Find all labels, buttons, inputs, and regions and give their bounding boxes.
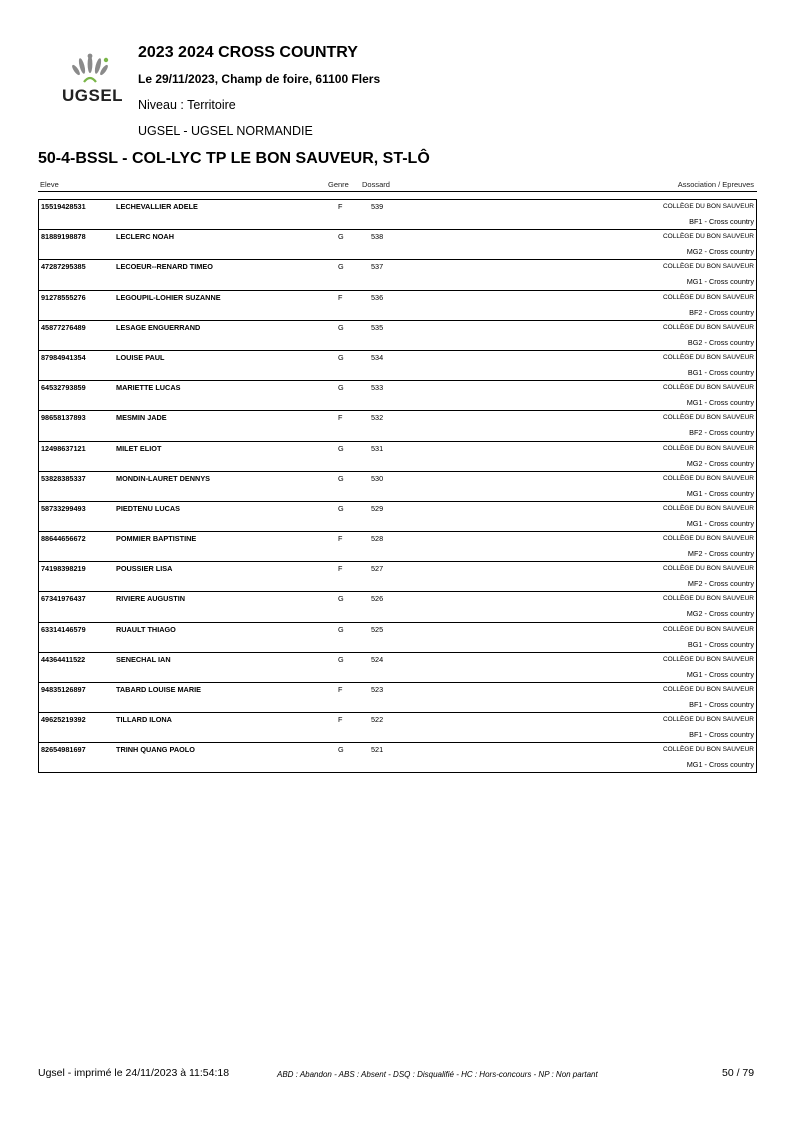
student-association: COLLÈGE DU BON SAUVEUR [662, 444, 754, 452]
student-name: LECLERC NOAH [116, 232, 174, 242]
table-row [39, 199, 756, 229]
student-association: COLLÈGE DU BON SAUVEUR [662, 595, 754, 603]
student-name: LOUISE PAUL [116, 352, 165, 362]
column-header-dossard: Dossard [362, 180, 390, 189]
student-association: COLLÈGE DU BON SAUVEUR [662, 353, 754, 361]
student-name: RUAULT THIAGO [116, 624, 176, 634]
student-name: TRINH QUANG PAOLO [116, 745, 195, 755]
table-row [39, 320, 756, 350]
student-epreuve: MG2 - Cross country [686, 247, 754, 257]
student-genre: G [338, 262, 344, 272]
table-row [39, 622, 756, 652]
student-name: SENECHAL IAN [116, 654, 171, 664]
table-row [39, 652, 756, 682]
table-row [39, 380, 756, 410]
student-dossard: 535 [371, 322, 384, 332]
student-genre: G [338, 745, 344, 755]
student-genre: G [338, 322, 344, 332]
student-name: MESMIN JADE [116, 413, 167, 423]
student-name: POUSSIER LISA [116, 564, 173, 574]
student-epreuve: MG1 - Cross country [686, 488, 754, 498]
student-epreuve: MF2 - Cross country [687, 579, 754, 589]
student-genre: F [338, 202, 343, 211]
student-name: LECHEVALLIER ADELE [116, 202, 198, 211]
student-id: 44364411522 [41, 654, 86, 664]
student-id: 81889198878 [41, 232, 86, 242]
student-genre: F [338, 685, 343, 694]
student-name: MILET ELIOT [116, 443, 162, 453]
student-name: PIEDTENU LUCAS [116, 503, 181, 513]
student-id: 82654981697 [41, 745, 86, 755]
table-row [39, 410, 756, 440]
event-date-place: Le 29/11/2023, Champ de foire, 61100 Flers [138, 72, 381, 86]
student-epreuve: BF2 - Cross country [689, 428, 754, 438]
table-row [39, 742, 756, 772]
student-id: 45877276489 [41, 322, 86, 332]
student-id: 74198398219 [41, 564, 86, 574]
student-dossard: 534 [371, 352, 384, 362]
student-epreuve: BF1 - Cross country [689, 700, 754, 709]
student-association: COLLÈGE DU BON SAUVEUR [662, 565, 754, 573]
table-row [39, 471, 756, 501]
student-id: 53828385337 [41, 473, 86, 483]
student-genre: G [338, 473, 344, 483]
student-epreuve: BG1 - Cross country [687, 367, 754, 377]
student-epreuve: BF1 - Cross country [689, 217, 754, 226]
table-row [39, 350, 756, 380]
student-id: 63314146579 [41, 624, 86, 634]
student-dossard: 536 [371, 292, 384, 302]
student-genre: G [338, 654, 344, 664]
student-name: LESAGE ENGUERRAND [116, 322, 201, 332]
page-number: 50 / 79 [722, 1067, 755, 1079]
student-epreuve: MG2 - Cross country [686, 609, 754, 619]
column-header-genre: Genre [328, 180, 349, 189]
student-dossard: 533 [371, 383, 384, 393]
student-genre: F [338, 292, 343, 302]
student-epreuve: MF2 - Cross country [687, 549, 754, 559]
table-row [39, 591, 756, 621]
student-association: COLLÈGE DU BON SAUVEUR [662, 655, 754, 663]
student-association: COLLÈGE DU BON SAUVEUR [662, 535, 754, 543]
column-header-association: Association / Epreuves [677, 180, 754, 189]
student-genre: G [338, 624, 344, 634]
student-id: 49625219392 [41, 715, 86, 725]
student-dossard: 537 [371, 262, 384, 272]
student-name: RIVIERE AUGUSTIN [116, 594, 186, 604]
student-dossard: 528 [371, 534, 384, 544]
student-dossard: 526 [371, 594, 384, 604]
student-epreuve: MG1 - Cross country [686, 277, 754, 287]
student-dossard: 521 [371, 745, 384, 755]
student-association: COLLÈGE DU BON SAUVEUR [662, 263, 754, 271]
student-dossard: 522 [371, 715, 384, 725]
table-row [39, 501, 756, 531]
results-table [38, 199, 757, 773]
student-id: 67341976437 [41, 594, 86, 604]
student-association: COLLÈGE DU BON SAUVEUR [662, 203, 754, 210]
student-dossard: 523 [371, 685, 384, 694]
student-name: POMMIER BAPTISTINE [116, 534, 197, 544]
event-title: 2023 2024 CROSS COUNTRY [138, 44, 358, 61]
student-dossard: 539 [371, 202, 384, 211]
student-epreuve: MG1 - Cross country [686, 669, 754, 679]
table-row [39, 531, 756, 561]
school-heading: 50-4-BSSL - COL-LYC TP LE BON SAUVEUR, ST-LÔ [38, 150, 430, 167]
student-dossard: 531 [371, 443, 384, 453]
student-association: COLLÈGE DU BON SAUVEUR [662, 686, 754, 693]
table-row [39, 441, 756, 471]
table-row [39, 259, 756, 289]
table-row [39, 229, 756, 259]
student-epreuve: BG1 - Cross country [687, 639, 754, 649]
event-level: Niveau : Territoire [138, 98, 236, 112]
column-header-eleve: Eleve [40, 180, 59, 189]
student-id: 98658137893 [41, 413, 86, 423]
student-name: TABARD LOUISE MARIE [116, 685, 201, 694]
student-id: 15519428531 [41, 202, 86, 211]
student-association: COLLÈGE DU BON SAUVEUR [662, 293, 754, 301]
student-association: COLLÈGE DU BON SAUVEUR [662, 746, 754, 754]
student-id: 64532793859 [41, 383, 86, 393]
student-epreuve: BF2 - Cross country [689, 307, 754, 317]
student-dossard: 524 [371, 654, 384, 664]
student-id: 12498637121 [41, 443, 86, 453]
student-name: LECOEUR--RENARD TIMEO [116, 262, 213, 272]
table-row [39, 682, 756, 712]
student-dossard: 538 [371, 232, 384, 242]
student-id: 47287295385 [41, 262, 86, 272]
print-timestamp: Ugsel - imprimé le 24/11/2023 à 11:54:18 [38, 1067, 230, 1079]
student-epreuve: MG1 - Cross country [686, 398, 754, 408]
student-genre: F [338, 413, 343, 423]
student-dossard: 527 [371, 564, 384, 574]
student-id: 94835126897 [41, 685, 86, 694]
student-genre: F [338, 715, 343, 725]
student-association: COLLÈGE DU BON SAUVEUR [662, 414, 754, 422]
student-id: 88644656672 [41, 534, 86, 544]
table-row [39, 712, 756, 742]
event-organization: UGSEL - UGSEL NORMANDIE [138, 124, 313, 138]
header-divider [38, 191, 757, 192]
student-genre: G [338, 352, 344, 362]
student-association: COLLÈGE DU BON SAUVEUR [662, 625, 754, 633]
table-row [39, 290, 756, 320]
student-dossard: 532 [371, 413, 384, 423]
student-genre: G [338, 594, 344, 604]
student-genre: G [338, 443, 344, 453]
student-association: COLLÈGE DU BON SAUVEUR [662, 384, 754, 392]
table-row [39, 561, 756, 591]
logo-text: UGSEL [62, 86, 124, 105]
student-dossard: 529 [371, 503, 384, 513]
student-epreuve: MG1 - Cross country [686, 760, 754, 770]
abbreviation-legend: ABD : Abandon - ABS : Absent - DSQ : Disqualifié - HC : Hors-concours - NP : Non partant [277, 1070, 598, 1079]
student-epreuve: BG2 - Cross country [687, 337, 754, 347]
student-name: TILLARD ILONA [116, 715, 172, 725]
student-name: MARIETTE LUCAS [116, 383, 181, 393]
student-epreuve: MG2 - Cross country [686, 458, 754, 468]
student-id: 58733299493 [41, 503, 86, 513]
student-id: 91278555276 [41, 292, 86, 302]
student-id: 87984941354 [41, 352, 86, 362]
student-genre: G [338, 503, 344, 513]
student-dossard: 525 [371, 624, 384, 634]
student-epreuve: MG1 - Cross country [686, 518, 754, 528]
student-association: COLLÈGE DU BON SAUVEUR [662, 504, 754, 512]
student-name: MONDIN-LAURET DENNYS [116, 473, 211, 483]
student-epreuve: BF1 - Cross country [689, 730, 754, 740]
student-genre: G [338, 232, 344, 242]
student-name: LEGOUPIL-LOHIER SUZANNE [116, 292, 221, 302]
student-genre: F [338, 564, 343, 574]
student-association: COLLÈGE DU BON SAUVEUR [662, 474, 754, 482]
student-association: COLLÈGE DU BON SAUVEUR [662, 323, 754, 331]
student-association: COLLÈGE DU BON SAUVEUR [662, 716, 754, 724]
student-genre: F [338, 534, 343, 544]
student-association: COLLÈGE DU BON SAUVEUR [662, 233, 754, 241]
student-dossard: 530 [371, 473, 384, 483]
student-genre: G [338, 383, 344, 393]
